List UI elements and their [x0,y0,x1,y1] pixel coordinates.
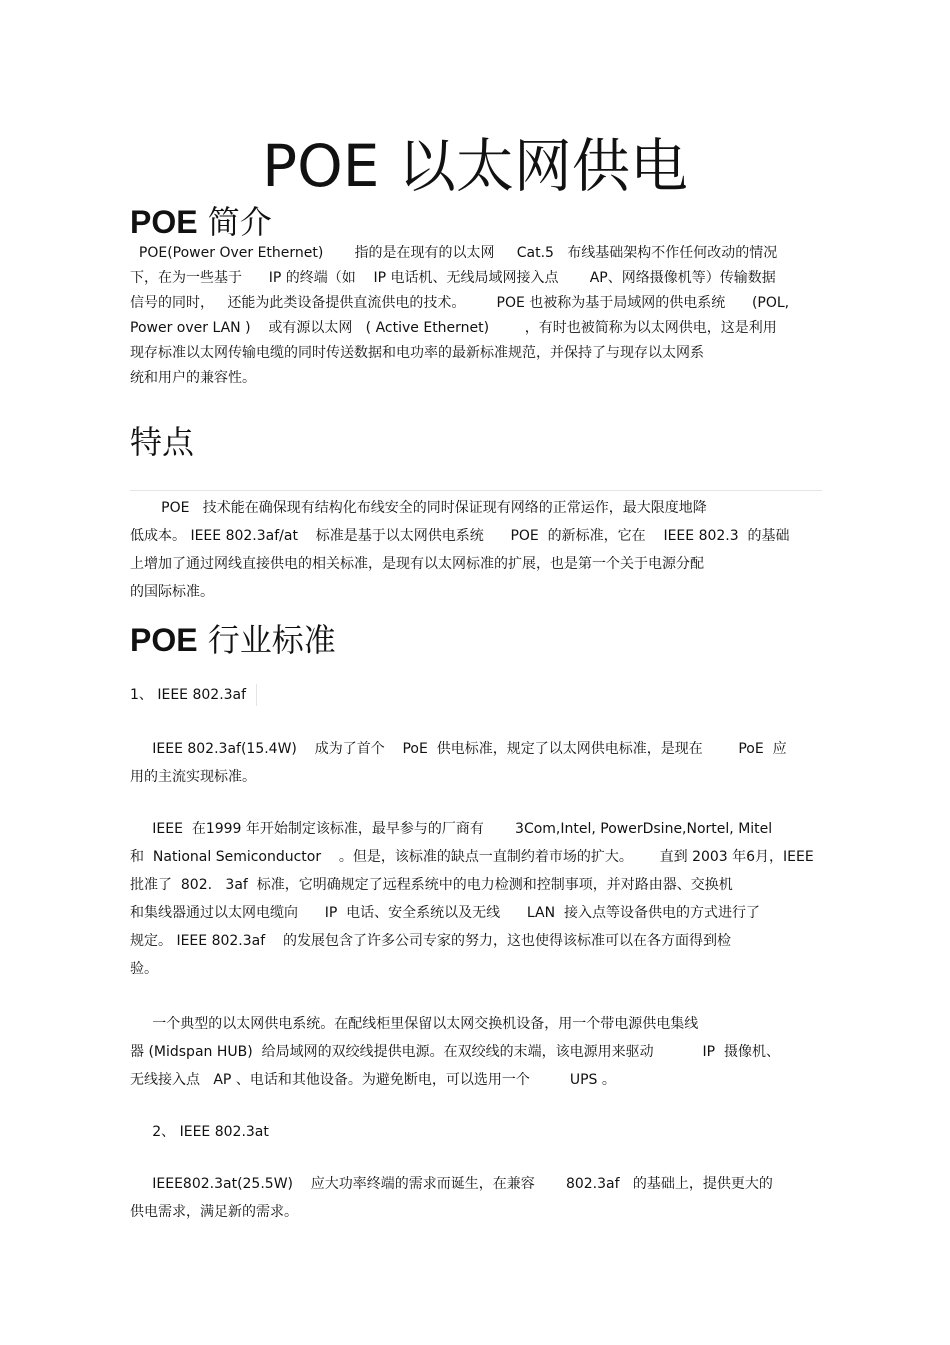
standards-line: 器 (Midspan HUB) 给局域网的双绞线提供电源。在双绞线的末端，该电源用来驱动 IP 摄像机、 [130,1044,781,1060]
intro-line: 现存标准以太网传输电缆的同时传送数据和电功率的最新标准规范，并保持了与现存以太网系 [130,345,704,361]
features-paragraph [130,494,830,606]
features-line: 低成本。 IEEE 802.3af/at 标准是基于以太网供电系统 POE 的新标准，它在 IEEE 802.3 的基础 [130,528,790,544]
intro-line: Power over LAN ) 或有源以太网 ( Active Ethernet) ，有时也被简称为以太网供电，这是利用 [130,320,777,336]
intro-line: POE(Power Over Ethernet) 指的是在现有的以太网 Cat.5 布线基础架构不作任何改动的情况 [130,245,778,261]
features-heading: 特点 [130,423,195,461]
standards-line: 验。 [130,961,158,977]
standards-line: 用的主流实现标准。 [130,769,256,785]
standards-line: 规定。 IEEE 802.3af 的发展包含了许多公司专家的努力，这也使得该标准可以在各方面得到检 [130,933,731,949]
section-divider [130,490,822,491]
standards-line: 无线接入点 AP 、电话和其他设备。为避免断电，可以选用一个 UPS 。 [130,1072,616,1088]
standards-paragraph-2 [130,815,830,983]
features-line: 上增加了通过网线直接供电的相关标准，是现有以太网标准的扩展，也是第一个关于电源分配 [130,556,704,572]
features-line: POE 技术能在确保现有结构化布线安全的同时保证现有网络的正常运作，最大限度地降 [130,500,707,516]
intro-line: 下，在为一些基于 IP 的终端（如 IP 电话机、无线局域网接入点 AP、网络摄像机等）传输数据 [130,270,776,286]
intro-heading-bold: POE [130,204,198,240]
standards-line: IEEE 在1999 年开始制定该标准，最早参与的厂商有 3Com,Intel, PowerDsine,Nortel, Mitel [130,821,773,837]
intro-paragraph [130,241,830,391]
standards-heading [130,620,336,660]
standards-paragraph-1 [130,735,830,791]
standards-line: 供电需求，满足新的需求。 [130,1204,298,1220]
standards-line: 和 National Semiconductor 。但是，该标准的缺点一直制约着市场的扩大。 直到 2003 年6月，IEEE [130,849,814,865]
standards-line: IEEE802.3at(25.5W) 应大功率终端的需求而诞生，在兼容 802.3af 的基础上，提供更大的 [130,1176,773,1192]
intro-line: 信号的同时， 还能为此类设备提供直流供电的技术。 POE 也被称为基于局域网的供电系统 (POL, [130,295,790,311]
standards-line: 一个典型的以太网供电系统。在配线柜里保留以太网交换机设备，用一个带电源供电集线 [130,1016,699,1032]
standards-paragraph-4 [130,1170,830,1226]
features-line: 的国际标准。 [130,584,214,600]
standards-paragraph-3 [130,1010,830,1094]
document-title: POE 以太网供电 [262,132,688,200]
standards-heading-bold: POE [130,622,198,658]
intro-heading [130,202,272,242]
standard-item-802-3at: 2、 IEEE 802.3at [130,1124,269,1140]
intro-line: 统和用户的兼容性。 [130,370,256,386]
standard-item-802-3af: 1、 IEEE 802.3af [130,684,257,706]
standards-heading-rest: 行业标准 [197,621,336,659]
standards-line: 和集线器通过以太网电缆向 IP 电话、安全系统以及无线 LAN 接入点等设备供电的方式进行了 [130,905,760,921]
standards-line: 批准了 802. 3af 标准，它明确规定了远程系统中的电力检测和控制事项，并对路由器、交换机 [130,877,733,893]
intro-heading-rest: 简介 [197,203,272,241]
standards-line: IEEE 802.3af(15.4W) 成为了首个 PoE 供电标准，规定了以太网供电标准，是现在 PoE 应 [130,741,787,757]
